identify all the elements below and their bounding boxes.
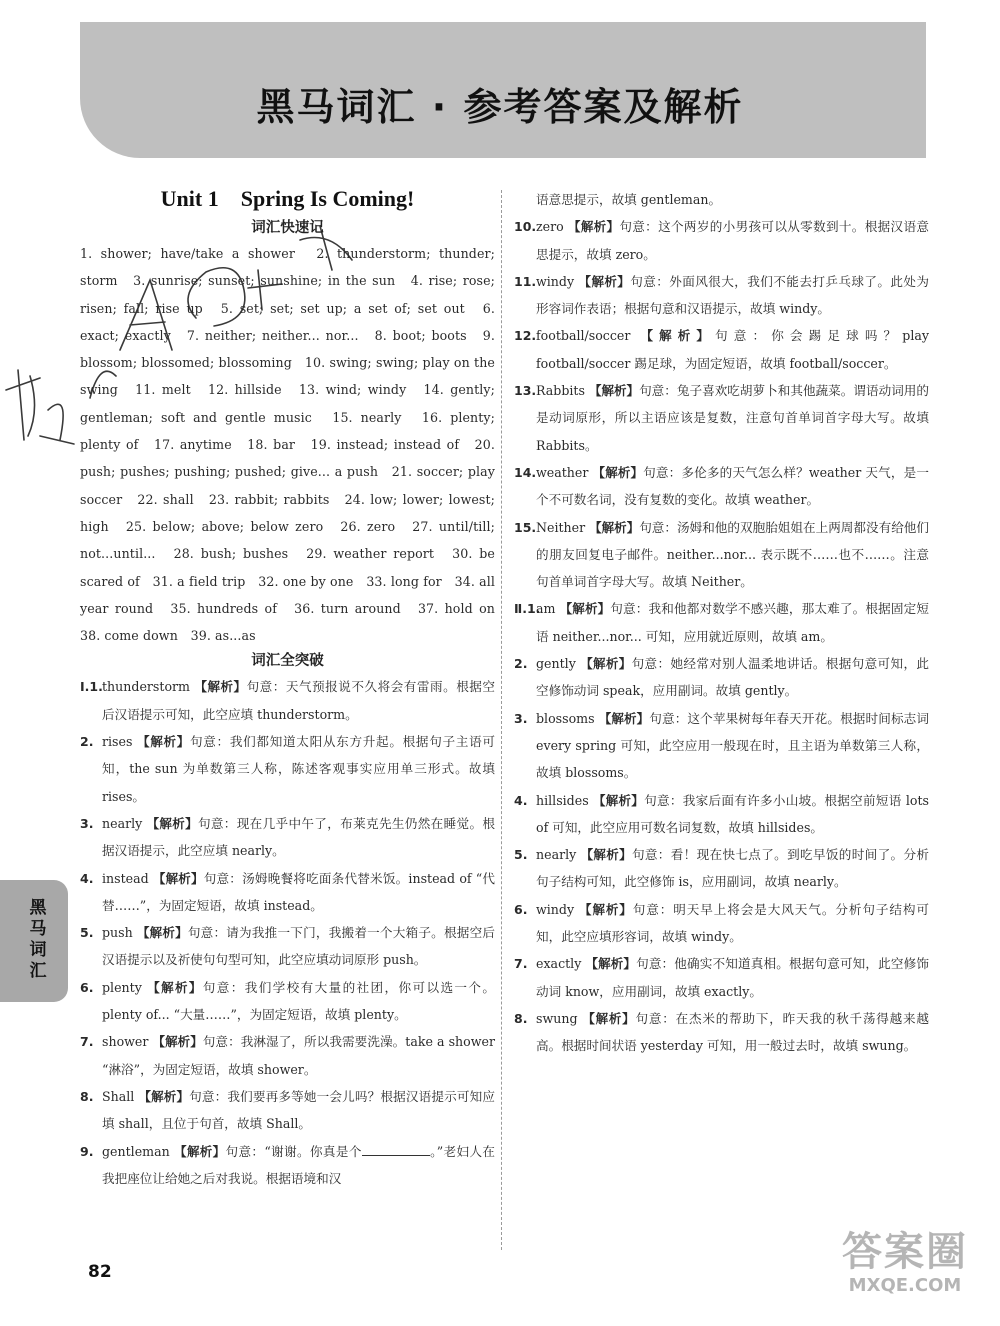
entry-number: 6. <box>80 979 94 995</box>
entry-number: 13. <box>514 383 537 399</box>
entry-answer: weather <box>536 464 589 480</box>
entry-explanation: 句意：我们要再多等她一会儿吗？根据汉语提示可知应填 shall，且位于句首，故填 Shall。 <box>102 1088 495 1132</box>
entry-answer: windy <box>536 273 575 289</box>
entry-number: 7. <box>80 1034 94 1050</box>
answer-entry <box>80 1028 495 1083</box>
entry-answer: Shall <box>102 1088 135 1104</box>
answer-entry <box>80 919 495 974</box>
analysis-tag: 【解析】 <box>589 519 640 535</box>
right-column <box>514 186 929 1060</box>
entry-explanation: 句意：外面风很大，我们不能去打乒乓球了。此处为形容词作表语；根据句意和汉语提示，故填 windy。 <box>536 273 929 317</box>
answer-entry <box>514 213 929 268</box>
entry-number: 5. <box>80 925 94 941</box>
entry-explanation: 句意：我们都知道太阳从东方升起。根据句子主语可知，the sun 为单数第三人称，陈述客观事实应用单三形式。故填 rises。 <box>102 734 495 804</box>
answer-entry <box>514 896 929 951</box>
answer-entry <box>514 268 929 323</box>
entry-number: 11. <box>514 273 537 289</box>
answer-entry <box>514 1005 929 1060</box>
answer-entry <box>80 865 495 920</box>
entry-answer: hillsides <box>536 792 589 808</box>
watermark-logo-text: 答案圈 <box>842 1229 968 1275</box>
analysis-tag: 【解析】 <box>152 1034 203 1050</box>
answer-entry-continuation <box>514 186 929 213</box>
entry-number: 15. <box>514 519 537 535</box>
analysis-tag: 【解析】 <box>568 219 620 235</box>
answer-entry <box>80 974 495 1029</box>
answer-entry <box>514 595 929 650</box>
entry-explanation: 句意：多伦多的天气怎么样？weather 天气，是一个不可数名词，没有复数的变化。故填 weather。 <box>536 464 929 508</box>
entry-explanation: 句意：我们学校有大量的社团，你可以选一个。plenty of... “大量……”，为固定短语，故填 plenty。 <box>102 979 495 1023</box>
analysis-tag: 【解析】 <box>589 383 640 399</box>
answer-entry <box>514 322 929 377</box>
entry-answer: thunderstorm <box>102 679 190 695</box>
entry-number: 3. <box>514 710 528 726</box>
analysis-tag: 【解析】 <box>582 1010 636 1026</box>
entry-number: Ⅰ.1. <box>80 679 103 695</box>
unit-title: Unit 1 Spring Is Coming! <box>160 186 415 211</box>
entry-explanation: 句意：她经常对别人温柔地讲话。根据句意可知，此空修饰动词 speak，应用副词。故填 gently。 <box>536 656 929 699</box>
entry-answer: football/soccer <box>536 328 631 344</box>
entry-number: 2. <box>80 734 94 750</box>
left-column <box>80 184 508 1192</box>
analysis-tag: 【解析】 <box>585 956 637 972</box>
entry-answer: nearly <box>536 847 577 863</box>
entry-explanation: 句意：汤姆晚餐将吃面条代替米饭。instead of “代替……”，为固定短语，故填 instead。 <box>102 870 495 913</box>
analysis-tag: 【解析】 <box>580 656 632 672</box>
entry-answer: exactly <box>536 956 582 972</box>
entry-number: 2. <box>514 656 528 672</box>
analysis-tag: 【解析】 <box>592 464 644 480</box>
entry-explanation: 句意：我和他都对数学不感兴趣，那太难了。根据固定短语 neither...nor... 可知，应用就近原则，故填 am。 <box>536 601 929 644</box>
entry-number: 3. <box>80 815 94 831</box>
entry-number: Ⅱ.1. <box>514 601 541 617</box>
entry-number: 12. <box>514 328 537 344</box>
entry-answer: swung <box>536 1010 578 1026</box>
answer-entry <box>514 377 929 459</box>
answer-entry <box>80 1138 495 1193</box>
analysis-tag: 【解析】 <box>598 710 650 726</box>
entry-number: 8. <box>80 1088 94 1104</box>
answer-entry <box>514 514 929 596</box>
entry-answer: shower <box>102 1034 149 1050</box>
analysis-tag: 【解析】 <box>152 870 204 886</box>
analysis-tag: 【解析】 <box>138 1088 190 1104</box>
entry-explanation: 句意：兔子喜欢吃胡萝卜和其他蔬菜。谓语动词用的是动词原形，所以主语应该是复数，注意句首单词首字母大写。故填 Rabbits。 <box>536 383 929 453</box>
entry-answer: zero <box>536 219 564 235</box>
entry-answer: am <box>536 601 556 617</box>
analysis-tag: 【解析】 <box>146 815 198 831</box>
page-title: 黑马词汇 · 参考答案及解析 <box>256 85 744 129</box>
page-number: 82 <box>88 1262 112 1282</box>
analysis-tag: 【解析】 <box>592 792 645 808</box>
entry-explanation: 句意：天气预报说不久将会有雷雨。根据空后汉语提示可知，此空应填 thunderstorm。 <box>102 679 495 722</box>
entry-answer: blossoms <box>536 710 595 726</box>
entry-number: 9. <box>80 1143 94 1159</box>
entry-number: 14. <box>514 464 537 480</box>
analysis-tag: 【解析】 <box>136 925 188 941</box>
answer-entry <box>514 650 929 705</box>
entry-explanation: 句意：现在几乎中午了，布莱克先生仍然在睡觉。根据汉语提示，此空应填 nearly。 <box>102 815 495 859</box>
answer-entry <box>514 950 929 1005</box>
analysis-tag: 【解析】 <box>194 679 247 695</box>
fill-blank <box>362 1143 430 1156</box>
entry-answer: gentleman <box>102 1143 170 1159</box>
answer-entry <box>514 841 929 896</box>
analysis-tag: 【解析】 <box>640 328 716 344</box>
entry-explanation: 句意：这个苹果树每年春天开花。根据时间标志词 every spring 可知，此空应用一般现在时，且主语为单数第三人称，故填 blossoms。 <box>536 710 929 781</box>
section-title-quick-memory: 词汇快速记 <box>251 220 324 236</box>
entry-explanation: 句意：汤姆和他的双胞胎姐姐在上两周都没有给他们的朋友回复电子邮件。neither...nor... 表示既不……也不……。注意句首单词首字母大写。故填 Neither。 <box>536 519 929 590</box>
analysis-tag: 【解析】 <box>579 901 633 917</box>
entry-number: 6. <box>514 901 528 917</box>
entry-number: 5. <box>514 847 528 863</box>
analysis-tag: 【解析】 <box>174 1143 226 1159</box>
answer-entry <box>514 705 929 787</box>
entry-explanation: 句意：我家后面有许多小山坡。根据空前短语 lots of 可知，此空应用可数名词复数，故填 hillsides。 <box>536 792 929 835</box>
entry-number: 8. <box>514 1010 528 1026</box>
entry-explanation: 句意：看！现在快七点了。到吃早饭的时间了。分析句子结构可知，此空修饰 is，应用副词，故填 nearly。 <box>536 847 929 890</box>
entry-answer: instead <box>102 870 149 886</box>
entry-explanation: 句意：你会踢足球吗？play football/soccer 踢足球，为固定短语，故填 football/soccer。 <box>536 328 929 371</box>
entry-number: 10. <box>514 219 537 235</box>
answer-entry <box>80 1083 495 1138</box>
analysis-tag: 【解析】 <box>578 273 631 289</box>
entry-answer: push <box>102 925 133 941</box>
entry-answer: rises <box>102 734 133 750</box>
keyword-list: 1. shower; have/take a shower 2. thunderstorm; thunder; storm 3. sunrise; sunset; sunshine; in the sun 4. rise; rose; risen; fall; rise up 5. set; set; set up; a set of; set out 6. exact; exactly 7. neither; neither... nor... 8. boot; boots 9. blossom; blossomed; blossoming 10. swing; swing; play on the swing 11. melt 12. hillside 13. wind; windy 14. gently; gentleman; soft and gentle music 15. nearly 16. plenty; plenty of 17. anytime 18. bar 19. instead; instead of 20. push; pushes; pushing; pushed; give... a push 21. soccer; play soccer 22. shall 23. rabbit; rabbits 24. low; lower; lowest; high 25. below; above; below zero 26. zero 27. until/till; not...until... 28. bush; bushes 29. weather report 30. be scared of 31. a field trip 32. one by one 33. long for 34. all year round 35. hundreds of 36. turn around 37. hold on 38. come down 39. as...as <box>80 246 508 644</box>
entry-explanation: 句意：我淋湿了，所以我需要洗澡。take a shower “淋浴”，为固定短语，故填 shower。 <box>102 1034 495 1077</box>
answer-entry <box>80 810 495 865</box>
entry-explanation: 句意：这个两岁的小男孩可以从零数到十。根据汉语意思提示，故填 zero。 <box>536 219 929 262</box>
entry-explanation-after: 。”老妇人在我把座位让给她之后对我说。根据语境和汉 <box>102 1143 495 1186</box>
entry-answer: windy <box>536 901 575 917</box>
entry-number: 4. <box>80 870 94 886</box>
entry-answer: Rabbits <box>536 383 585 399</box>
analysis-tag: 【解析】 <box>559 601 611 617</box>
entry-answer: Neither <box>536 519 586 535</box>
analysis-tag: 【解析】 <box>137 734 190 750</box>
entry-explanation: 句意：他确实不知道真相。根据句意可知，此空修饰动词 know，应用副词，故填 exactly。 <box>536 956 929 999</box>
watermark <box>820 1228 990 1296</box>
section-title-breakthrough: 词汇全突破 <box>251 653 324 670</box>
entry-explanation: 句意：在杰米的帮助下，昨天我的秋千荡得越来越高。根据时间状语 yesterday 可知，用一般过去时，故填 swung。 <box>536 1010 929 1054</box>
side-tab <box>0 880 68 1002</box>
answer-entry <box>514 787 929 842</box>
entry-number: 4. <box>514 792 528 808</box>
entry-answer: nearly <box>102 815 143 831</box>
side-tab-label: 黑马词汇 <box>29 898 47 981</box>
entry-explanation: 句意：请为我推一下门，我搬着一个大箱子。根据空后汉语提示以及祈使句句型可知，此空应填动词原形 push。 <box>102 925 495 968</box>
watermark-url: MXQE.COM <box>848 1275 962 1296</box>
answer-entry <box>514 459 929 514</box>
entry-answer: gently <box>536 656 576 672</box>
entry-explanation: 句意：明天早上将会是大风天气。分析句子结构可知，此空应填形容词，故填 windy。 <box>536 901 929 945</box>
analysis-tag: 【解析】 <box>580 847 632 863</box>
entry-explanation-before: 句意：“谢谢。你真是个 <box>225 1143 362 1159</box>
column-divider <box>501 190 502 1250</box>
entry-answer: plenty <box>102 979 142 995</box>
answer-entry <box>80 673 495 728</box>
analysis-tag: 【解析】 <box>147 979 203 995</box>
entry-explanation: 语意思提示，故填 gentleman。 <box>536 192 722 207</box>
entry-number: 7. <box>514 956 528 972</box>
answer-entry <box>80 728 495 810</box>
